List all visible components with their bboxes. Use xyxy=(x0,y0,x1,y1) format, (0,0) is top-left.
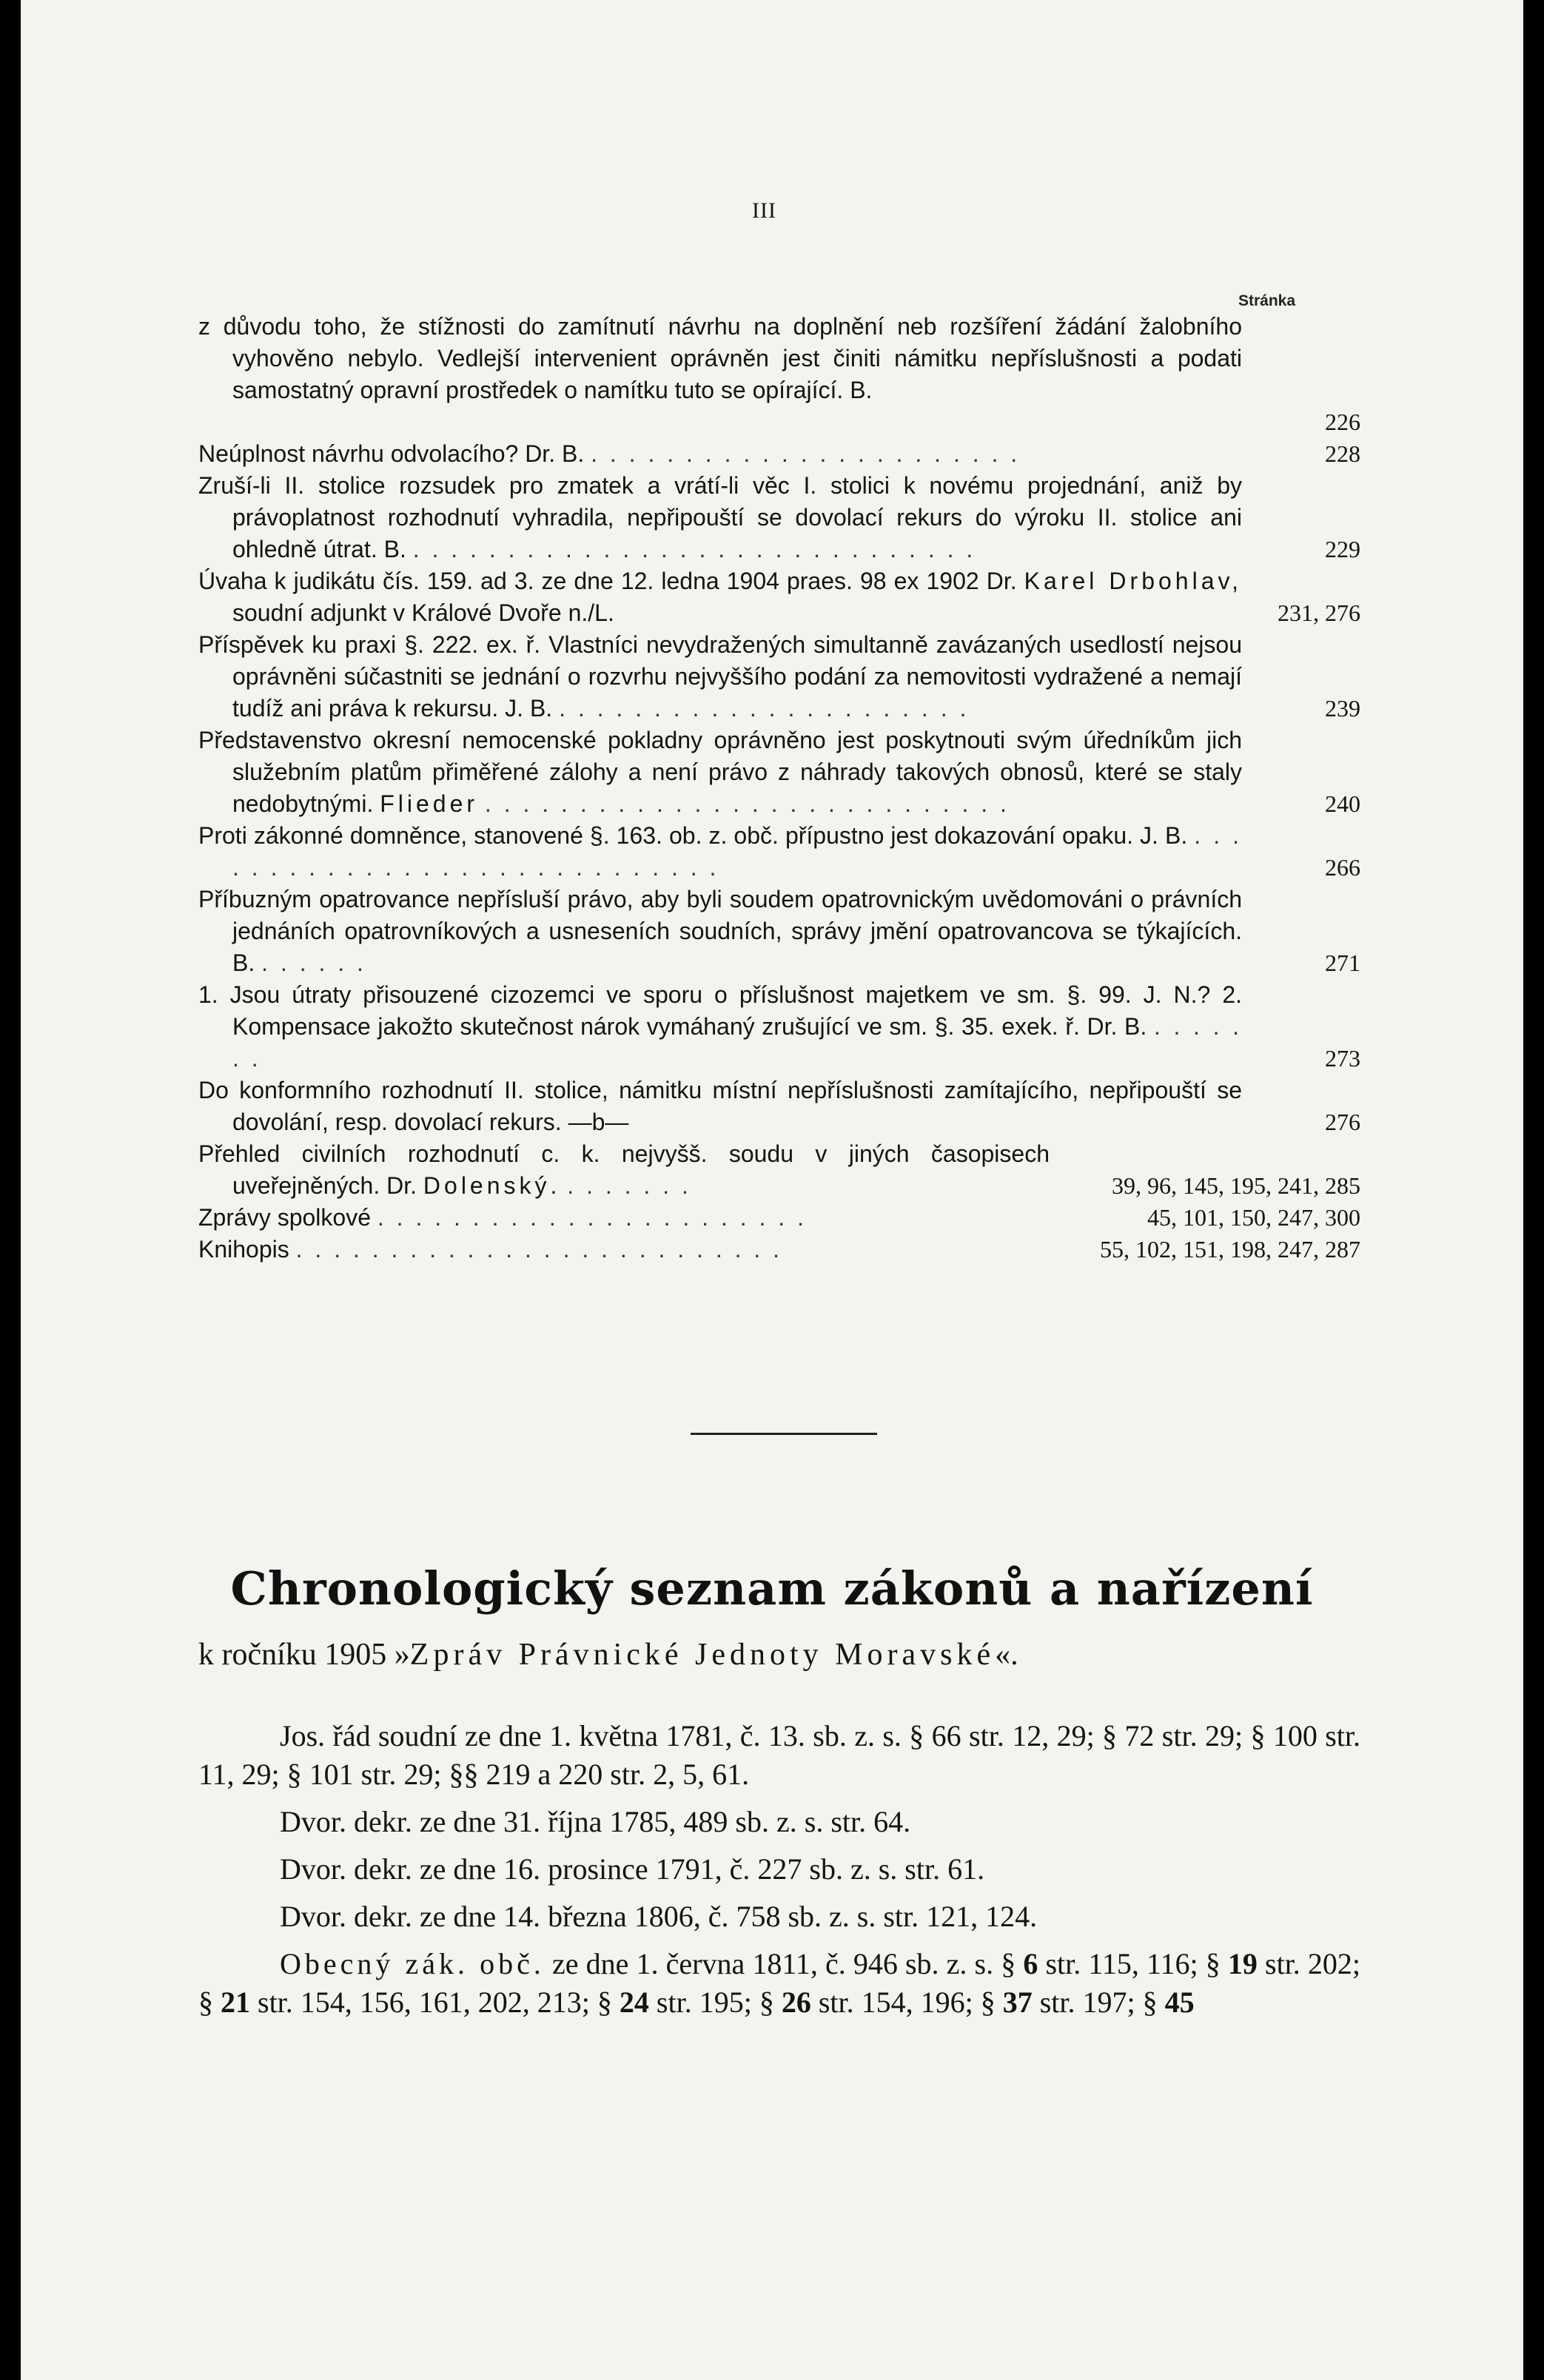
toc-entry xyxy=(198,1234,1360,1265)
toc-entry-pages: 39, 96, 145, 195, 241, 285 xyxy=(1112,1172,1360,1199)
toc-entry-pages: 55, 102, 151, 198, 247, 287 xyxy=(1100,1236,1360,1263)
section-title: Chronologický seznam zákonů a nařízení xyxy=(230,1562,1314,1616)
leader-dots: . . . . . . . . . . . . . . . . . . . . . . . . . . . . xyxy=(484,790,1010,817)
author-name: Dolenský. xyxy=(423,1172,561,1199)
toc-entry xyxy=(198,470,1360,565)
toc-entry xyxy=(198,1075,1360,1138)
law-text: str. 154, 156, 161, 202, 213; § xyxy=(250,1986,620,2019)
toc-entry xyxy=(198,884,1360,979)
law-text: str. 154, 196; § xyxy=(810,1986,1003,2019)
toc-entry-pages: 240 xyxy=(1325,790,1360,817)
toc-entry-text: z důvodu toho, že stížnosti do zamítnutí návrhu na doplnění neb rozšíření žádání žalobního vyhověno nebylo. Vedlejší intervenient oprávněn jest činiti námitku nepříslušnosti a podati samostatný opravní prostředek o namítku tuto se opírající. B. xyxy=(198,313,1242,403)
toc-entry xyxy=(198,1202,1360,1234)
toc-entry-pages: 231, 276 xyxy=(1278,599,1360,626)
subtitle-journal-name: Zpráv Právnické Jednoty Moravské xyxy=(409,1638,996,1672)
leader-dots: . . . . . . . . . . . . . . . . . . . . . . . . . . . . . xyxy=(232,822,1243,881)
toc-entry-text: Příbuzným opatrovance nepřísluší právo, aby byli soudem opatrovnickým uvědomováni o právních jednáních opatrovníkových a usneseních soudních, správy jmění opatrovancova se týkajících. B. xyxy=(198,886,1242,976)
toc-entry-pages: 271 xyxy=(1325,949,1360,976)
paragraph-number: 24 xyxy=(619,1986,649,2019)
table-of-contents xyxy=(198,311,1360,1265)
law-text: str. 202; § xyxy=(198,1947,1361,2019)
law-text: ze dne 1. června 1811, č. 946 sb. z. s. § xyxy=(544,1947,1024,1980)
toc-entry-pages: 45, 101, 150, 247, 300 xyxy=(1147,1204,1360,1231)
subtitle-prefix: k ročníku 1905 » xyxy=(198,1638,410,1672)
toc-entry xyxy=(198,1138,1360,1202)
leader-dots: . . . . . . . xyxy=(567,1172,691,1199)
toc-entry xyxy=(198,438,1360,470)
toc-entry-text: Příspěvek ku praxi §. 222. ex. ř. Vlastníci nevydražených simultanně zavázaných usedlostí nejsou oprávněni súčastniti se jednání o rozvrhu nejvyššího podání za nemovitosti vydražené a nemají tudíž ani práva k rekursu. J. B. xyxy=(198,631,1242,722)
paragraph-number: 6 xyxy=(1023,1947,1038,1980)
toc-entry-text: Do konformního rozhodnutí II. stolice, námitku místní nepříslušnosti zamítajícího, nepřipouští se dovolání, resp. dovolací rekurs. —b— xyxy=(198,1077,1242,1135)
toc-entry-pages: 266 xyxy=(1325,854,1360,881)
toc-entry-text-tail: soudní adjunkt v Králové Dvoře n./L. xyxy=(232,599,614,626)
toc-entry xyxy=(198,311,1360,438)
paragraph-number: 37 xyxy=(1002,1986,1033,2019)
law-entry: Dvor. dekr. ze dne 31. října 1785, 489 sb. z. s. str. 64. xyxy=(280,1805,911,1838)
leader-dots: . . . . . . . . . . . . . . . . . . . . . . . xyxy=(591,440,1021,467)
section-divider xyxy=(691,1433,877,1435)
law-entry xyxy=(198,1945,1360,2022)
leader-dots: . . . . . . xyxy=(261,949,366,976)
law-entry: Dvor. dekr. ze dne 16. prosince 1791, č. 227 sb. z. s. str. 61. xyxy=(280,1852,985,1886)
toc-entry-pages: 276 xyxy=(1325,1109,1360,1135)
chronological-list xyxy=(198,1717,1360,2031)
scanned-page xyxy=(21,0,1523,2380)
toc-entry-pages: 229 xyxy=(1325,536,1360,562)
toc-entry-pages: 239 xyxy=(1325,695,1360,722)
author-name: Karel Drbohlav, xyxy=(1024,568,1243,594)
toc-entry xyxy=(198,725,1360,820)
toc-entry-text: Zprávy spolkové xyxy=(198,1204,371,1231)
toc-entry-text: Knihopis xyxy=(198,1236,289,1263)
law-title: Obecný zák. obč. xyxy=(280,1947,545,1980)
toc-entry-text: 1. Jsou útraty přisouzené cizozemci ve sporu o příslušnost majetkem ve sm. §. 99. J. N.? 2. Kompensace jakožto skutečnost nárok vymáhaný zrušující ve sm. §. 35. exek. ř. Dr. B. xyxy=(198,981,1242,1040)
page-column-label: Stránka xyxy=(1238,292,1296,309)
law-entry: Dvor. dekr. ze dne 14. března 1806, č. 758 sb. z. s. str. 121, 124. xyxy=(280,1900,1038,1933)
paragraph-number: 26 xyxy=(781,1986,811,2019)
paragraph-number: 21 xyxy=(221,1986,250,2019)
leader-dots: . . . . . . . . . . . . . . . . . . . . . . . . . . xyxy=(295,1236,783,1263)
toc-entry xyxy=(198,820,1360,884)
leader-dots: . . . . . . . . . . . . . . . . . . . . . . xyxy=(559,695,970,722)
toc-entry-text: Úvaha k judikátu čís. 159. ad 3. ze dne 12. ledna 1904 praes. 98 ex 1902 Dr. xyxy=(198,568,1017,594)
page-number: III xyxy=(752,198,776,223)
law-text: str. 197; § xyxy=(1032,1986,1165,2019)
toc-entry xyxy=(198,629,1360,725)
toc-entry xyxy=(198,979,1360,1075)
toc-entry-pages: 228 xyxy=(1325,440,1360,467)
toc-entry-text: Představenstvo okresní nemocenské pokladny oprávněno jest poskytnouti svým úředníkům jich služebním platům přiměřené zálohy a není právo z náhrady takových obnosů, které se staly nedobytnými. xyxy=(198,727,1242,817)
section-subtitle xyxy=(198,1637,1360,1673)
leader-dots: . . . . . . . xyxy=(232,1013,1243,1072)
toc-entry-text: Přehled civilních rozhodnutí c. k. nejvyšš. soudu v jiných časopisech uveřejněných. Dr. xyxy=(198,1140,1050,1199)
toc-entry-text: Zruší-li II. stolice rozsudek pro zmatek a vrátí-li věc I. stolici k novému projednání, aniž by právoplatnost rozhodnutí vyhradila, nepřipouští se dovolací rekurs do výroku II. stolice ani ohledně útrat. B. xyxy=(198,472,1242,562)
paragraph-number: 45 xyxy=(1164,1986,1195,2019)
leader-dots: . . . . . . . . . . . . . . . . . . . . . . . xyxy=(377,1204,807,1231)
toc-entry-text: Neúplnost návrhu odvolacího? Dr. B. xyxy=(198,440,585,467)
toc-entry xyxy=(198,565,1360,629)
toc-entry-pages: 273 xyxy=(1325,1045,1360,1072)
law-entry: Jos. řád soudní ze dne 1. května 1781, č. 13. sb. z. s. § 66 str. 12, 29; § 72 str. 29; § 100 str. 11, 29; § 101 str. 29; §§ 219 a 220 str. 2, 5, 61. xyxy=(198,1719,1360,1791)
subtitle-suffix: «. xyxy=(995,1638,1018,1672)
leader-dots: . . . . . . . . . . . . . . . . . . . . . . . . . . . . . . xyxy=(412,536,976,562)
law-text: str. 115, 116; § xyxy=(1038,1947,1228,1980)
paragraph-number: 19 xyxy=(1227,1947,1258,1980)
law-text: str. 195; § xyxy=(648,1986,782,2019)
toc-entry-pages: 226 xyxy=(1325,409,1360,435)
toc-entry-text: Proti zákonné domněnce, stanovené §. 163. ob. z. obč. přípustno jest dokazování opaku. J. B. xyxy=(198,822,1188,849)
author-name: Flieder xyxy=(380,790,479,817)
